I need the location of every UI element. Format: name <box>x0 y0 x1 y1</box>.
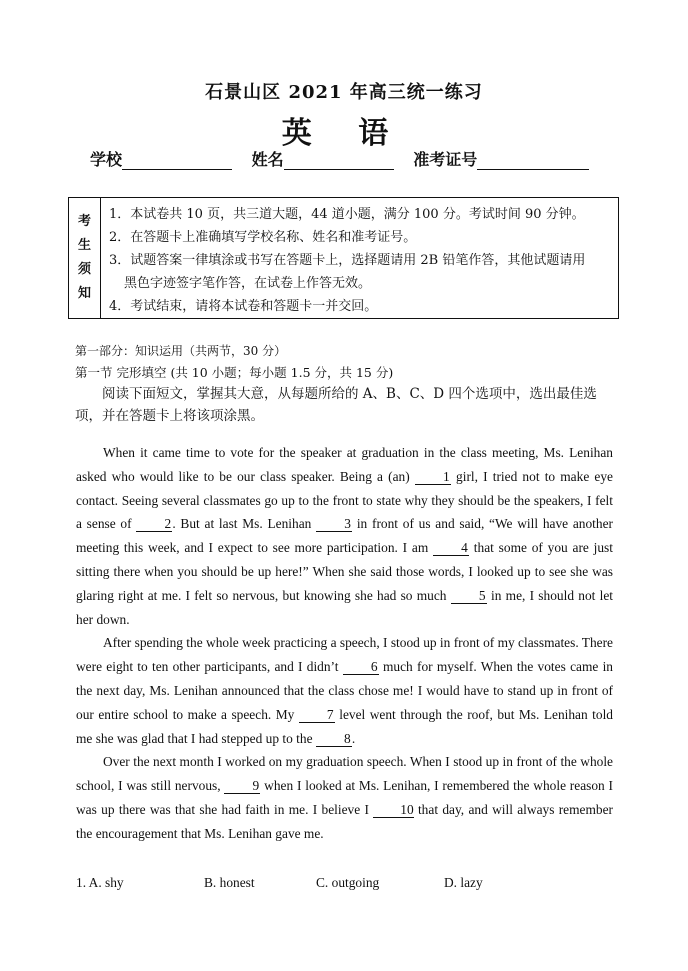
paragraph-1: When it came time to vote for the speaker at graduation in the class meeting, Ms. Lenihan asked who would like to be our class speaker. Being a (an) 1 girl, I tried not to make eye contact. Seeing several classmates go up to the front to state why they should be the speakers, I felt a sense of 2. But at last Ms. Lenihan 3 in front of us and said, “We will have another meeting this week, and I expect to see more participation. I am 4 that some of you are just sitting there when you should be up here!” When she said those words, I looked up to see she was glaring right at me. I felt so nervous, but knowing she had so much 5 in me, I should not let her down. <box>76 445 613 627</box>
blank-3: 3 <box>316 517 352 532</box>
name-blank <box>284 153 394 170</box>
paragraph-2: After spending the whole week practicing a speech, I stood up in front of my classmates. There were eight to ten other participants, and I didn’t 6 much for myself. When the votes came in the next day, Ms. Lenihan announced that the class chose me! I would have to stand up in front of our entire school to make a speech. My 7 level went through the roof, but Ms. Lenihan told me she was glad that I had stepped up to the 8. <box>76 635 613 746</box>
blank-10: 10 <box>373 803 413 818</box>
school-blank <box>122 153 232 170</box>
exam-title: 石景山区 2021 年高三统一练习 <box>205 82 483 103</box>
option-a: 1. A. shy <box>76 875 124 890</box>
notice-box <box>68 197 619 319</box>
blank-9: 9 <box>224 779 260 794</box>
exam-id-blank <box>477 153 589 170</box>
blank-2: 2 <box>136 517 172 532</box>
student-info-line <box>90 147 630 170</box>
option-d: D. lazy <box>444 875 483 890</box>
blank-8: 8 <box>316 732 352 747</box>
notice-items <box>109 203 614 318</box>
notice-heading: 考 生 须 知 <box>69 198 101 318</box>
blank-1: 1 <box>415 470 451 485</box>
notice-item: 1．本试卷共 10 页，共三道大题，44 道小题，满分 100 分。考试时间 90 分钟。 <box>109 207 585 222</box>
exam-id-label: 准考证号 <box>413 150 478 169</box>
instructions: 阅读下面短文，掌握其大意，从每题所给的 A、B、C、D 四个选项中，选出最佳选项，并在答题卡上将该项涂黑。 <box>75 386 597 424</box>
blank-6: 6 <box>343 660 379 675</box>
part-title: 第一部分：知识运用（共两节，30 分） <box>75 344 287 358</box>
notice-item: 2．在答题卡上准确填写学校名称、姓名和准考证号。 <box>109 230 417 245</box>
paragraph-3: Over the next month I worked on my graduation speech. When I stood up in front of the whole school, I was still nervous, 9 when I looked at Ms. Lenihan, I remembered the whole reason I was up there was that she had faith in me. I believe I 10 that day, and will always remember the encouragement that Ms. Lenihan gave me. <box>76 754 614 841</box>
blank-7: 7 <box>299 708 335 723</box>
option-c: C. outgoing <box>316 875 380 890</box>
notice-item: 3．试题答案一律填涂或书写在答题卡上，选择题请用 2B 铅笔作答，其他试题请用 <box>109 253 586 268</box>
cloze-passage <box>76 441 613 846</box>
option-b: B. honest <box>204 875 255 890</box>
notice-item: 4．考试结束，请将本试卷和答题卡一并交回。 <box>109 299 378 314</box>
name-label: 姓名 <box>251 150 284 169</box>
blank-4: 4 <box>433 541 469 556</box>
notice-item: 黑色字迹签字笔作答，在试卷上作答无效。 <box>124 276 372 291</box>
blank-5: 5 <box>451 589 487 604</box>
subject-title: 英 语 <box>281 116 407 151</box>
section-title: 第一节 完形填空 (共 10 小题；每小题 1.5 分，共 15 分) <box>75 365 394 380</box>
school-label: 学校 <box>90 150 123 169</box>
